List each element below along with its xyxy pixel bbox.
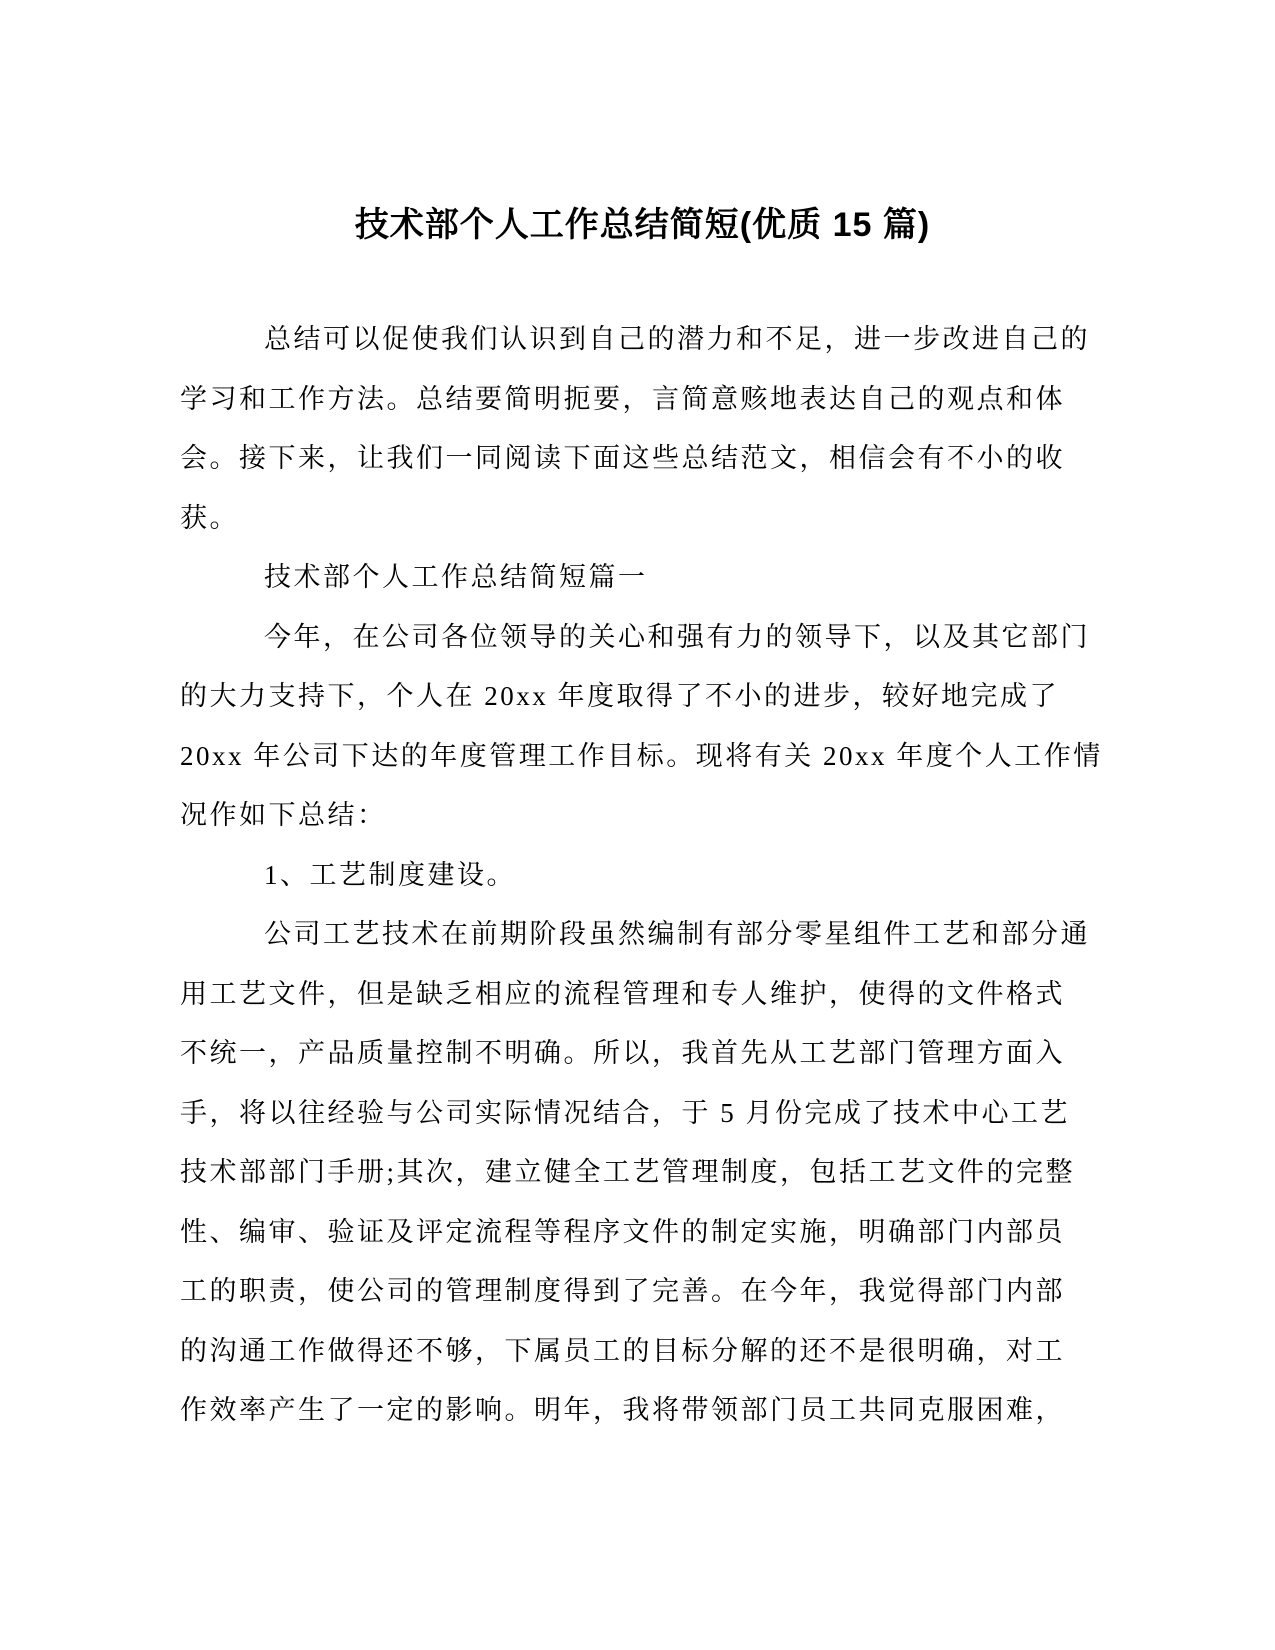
document-title: 技术部个人工作总结简短(优质 15 篇)	[354, 206, 931, 244]
text-line: 20xx 年公司下达的年度管理工作目标。现将有关 20xx 年度个人工作情	[180, 740, 1103, 771]
text-line: 的大力支持下，个人在 20xx 年度取得了不小的进步，较好地完成了	[180, 681, 1059, 711]
text-line: 用工艺文件，但是缺乏相应的流程管理和专人维护，使得的文件格式	[180, 978, 1065, 1009]
paragraph-detail	[180, 905, 1105, 1441]
text-line: 性、编审、验证及评定流程等程序文件的制定实施，明确部门内部员	[180, 1216, 1065, 1247]
paragraph-list-item-heading	[180, 846, 1105, 906]
paragraph-overview	[180, 608, 1105, 846]
paragraph-section-heading	[180, 548, 1105, 608]
text-line: 获。	[180, 502, 239, 533]
text-line: 手，将以往经验与公司实际情况结合，于 5 月份完成了技术中心工艺	[180, 1097, 1070, 1128]
text-line: 技术部部门手册;其次，建立健全工艺管理制度，包括工艺文件的完整	[180, 1157, 1076, 1187]
text-line: 况作如下总结：	[180, 800, 387, 830]
document-body	[180, 310, 1105, 1441]
text-line: 今年，在公司各位领导的关心和强有力的领导下，以及其它部门	[264, 621, 1090, 652]
text-line: 公司工艺技术在前期阶段虽然编制有部分零星组件工艺和部分通	[264, 919, 1090, 949]
text-line: 作效率产生了一定的影响。明年，我将带领部门员工共同克服困难，	[180, 1395, 1065, 1425]
text-line: 工的职责，使公司的管理制度得到了完善。在今年，我觉得部门内部	[180, 1276, 1065, 1306]
text-line: 总结可以促使我们认识到自己的潜力和不足，进一步改进自己的	[264, 324, 1090, 354]
document-content	[180, 196, 1105, 1441]
text-line: 不统一，产品质量控制不明确。所以，我首先从工艺部门管理方面入	[180, 1038, 1065, 1068]
paragraph-intro	[180, 310, 1105, 548]
text-line: 会。接下来，让我们一同阅读下面这些总结范文，相信会有不小的收	[180, 443, 1065, 473]
text-line: 的沟通工作做得还不够，下属员工的目标分解的还不是很明确，对工	[180, 1335, 1065, 1366]
text-line: 学习和工作方法。总结要简明扼要，言简意赅地表达自己的观点和体	[180, 383, 1065, 414]
text-line: 技术部个人工作总结简短篇一	[264, 562, 648, 592]
text-line: 1、工艺制度建设。	[264, 859, 516, 890]
